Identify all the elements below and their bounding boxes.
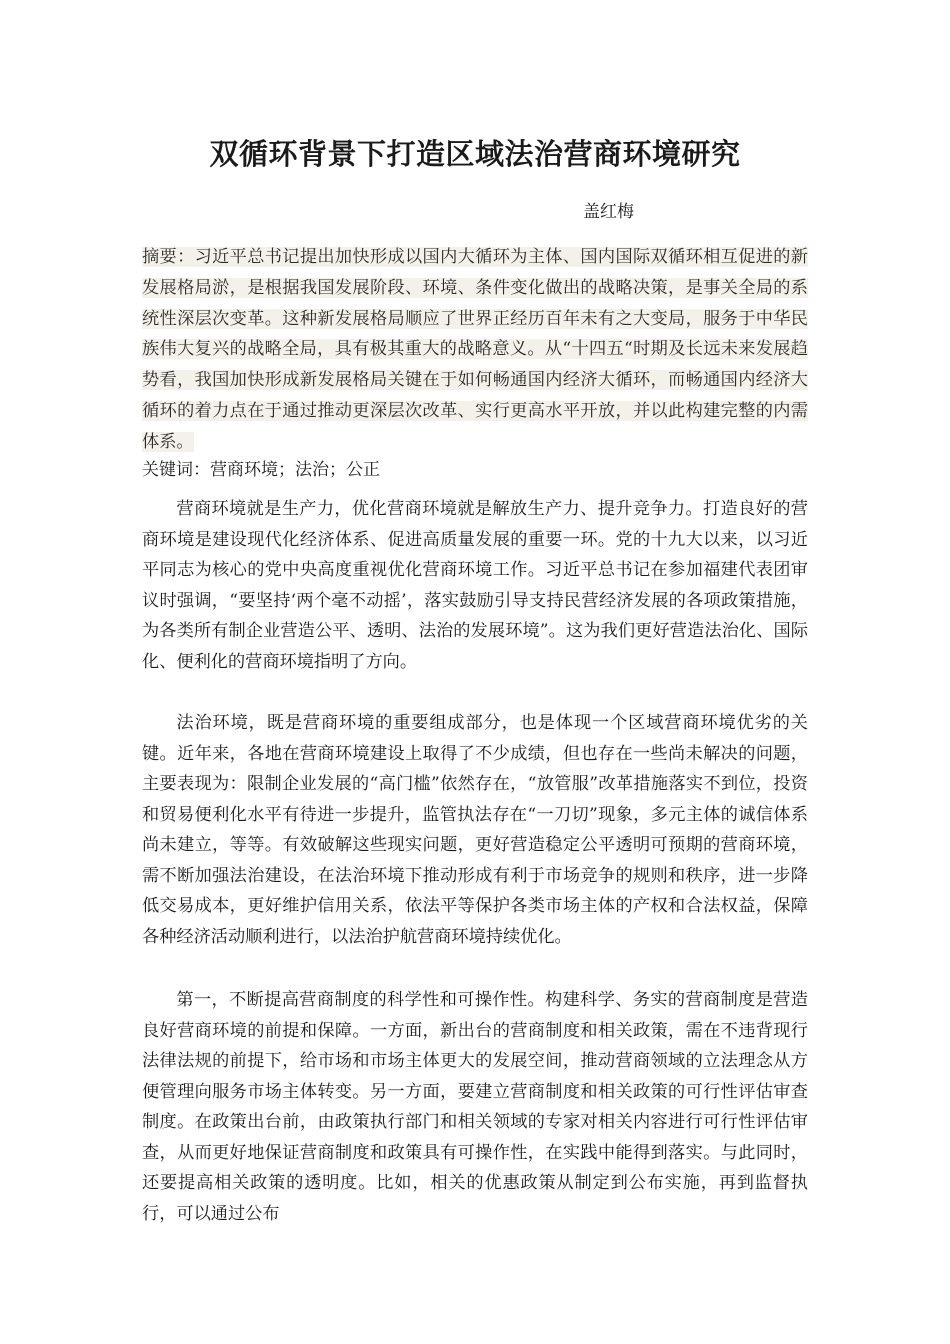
keywords: 关键词：营商环境；法治；公正 [142, 460, 380, 480]
abstract [142, 242, 808, 458]
body-paragraph-2: 法治环境，既是营商环境的重要组成部分，也是体现一个区域营商环境优劣的关键。近年来，各地在营商环境建设上取得了不少成绩，但也存在一些尚未解决的问题，主要表现为：限制企业发展的“高门槛”依然存在，“放管服”改革措施落实不到位，投资和贸易便利化水平有待进一步提升，监管执法存在“一刀切”现象，多元主体的诚信体系尚未建立，等等。有效破解这些现实问题，更好营造稳定公平透明可预期的营商环境，需不断加强法治建设，在法治环境下推动形成有利于市场竞争的规则和秩序，进一步降低交易成本，更好维护信用关系，依法平等保护各类市场主体的产权和合法权益，保障各种经济活动顺利进行，以法治护航营商环境持续优化。 [142, 713, 808, 947]
body-paragraph-3: 第一，不断提高营商制度的科学性和可操作性。构建科学、务实的营商制度是营造良好营商环境的前提和保障。一方面，新出台的营商制度和相关政策，需在不违背现行法律法规的前提下，给市场和市场主体更大的发展空间，推动营商领域的立法理念从方便管理向服务市场主体转变。另一方面，要建立营商制度和相关政策的可行性评估审查制度。在政策出台前，由政策执行部门和相关领域的专家对相关内容进行可行性评估审查，从而更好地保证营商制度和政策具有可操作性，在实践中能得到落实。与此同时，还要提高相关政策的透明度。比如，相关的优惠政策从制定到公布实施，再到监督执行，可以通过公布 [142, 990, 808, 1224]
abstract-text: 摘要：习近平总书记提出加快形成以国内大循环为主体、国内国际双循环相互促进的新发展格局淤，是根据我国发展阶段、环境、条件变化做出的战略决策，是事关全局的系统性深层次变革。这种新发展格局顺应了世界正经历百年未有之大变局，服务于中华民族伟大复兴的战略全局，具有极其重大的战略意义。从“十四五“时期及长远未来发展趋势看，我国加快形成新发展格局关键在于如何畅通国内经济大循环，而畅通国内经济大循环的着力点在于通过推动更深层次改革、实行更高水平开放，并以此构建完整的内需体系。 [142, 247, 808, 452]
author-name: 盖红梅 [583, 202, 634, 222]
paper-title: 双循环背景下打造区域法治营商环境研究 [209, 137, 741, 171]
body-paragraph-1: 营商环境就是生产力，优化营商环境就是解放生产力、提升竞争力。打造良好的营商环境是建设现代化经济体系、促进高质量发展的重要一环。党的十九大以来，以习近平同志为核心的党中央高度重视优化营商环境工作。习近平总书记在参加福建代表团审议时强调，“要坚持‘两个毫不动摇’，落实鼓励引导支持民营经济发展的各项政策措施，为各类所有制企业营造公平、透明、法治的发展环境”。这为我们更好营造法治化、国际化、便利化的营商环境指明了方向。 [142, 499, 808, 672]
